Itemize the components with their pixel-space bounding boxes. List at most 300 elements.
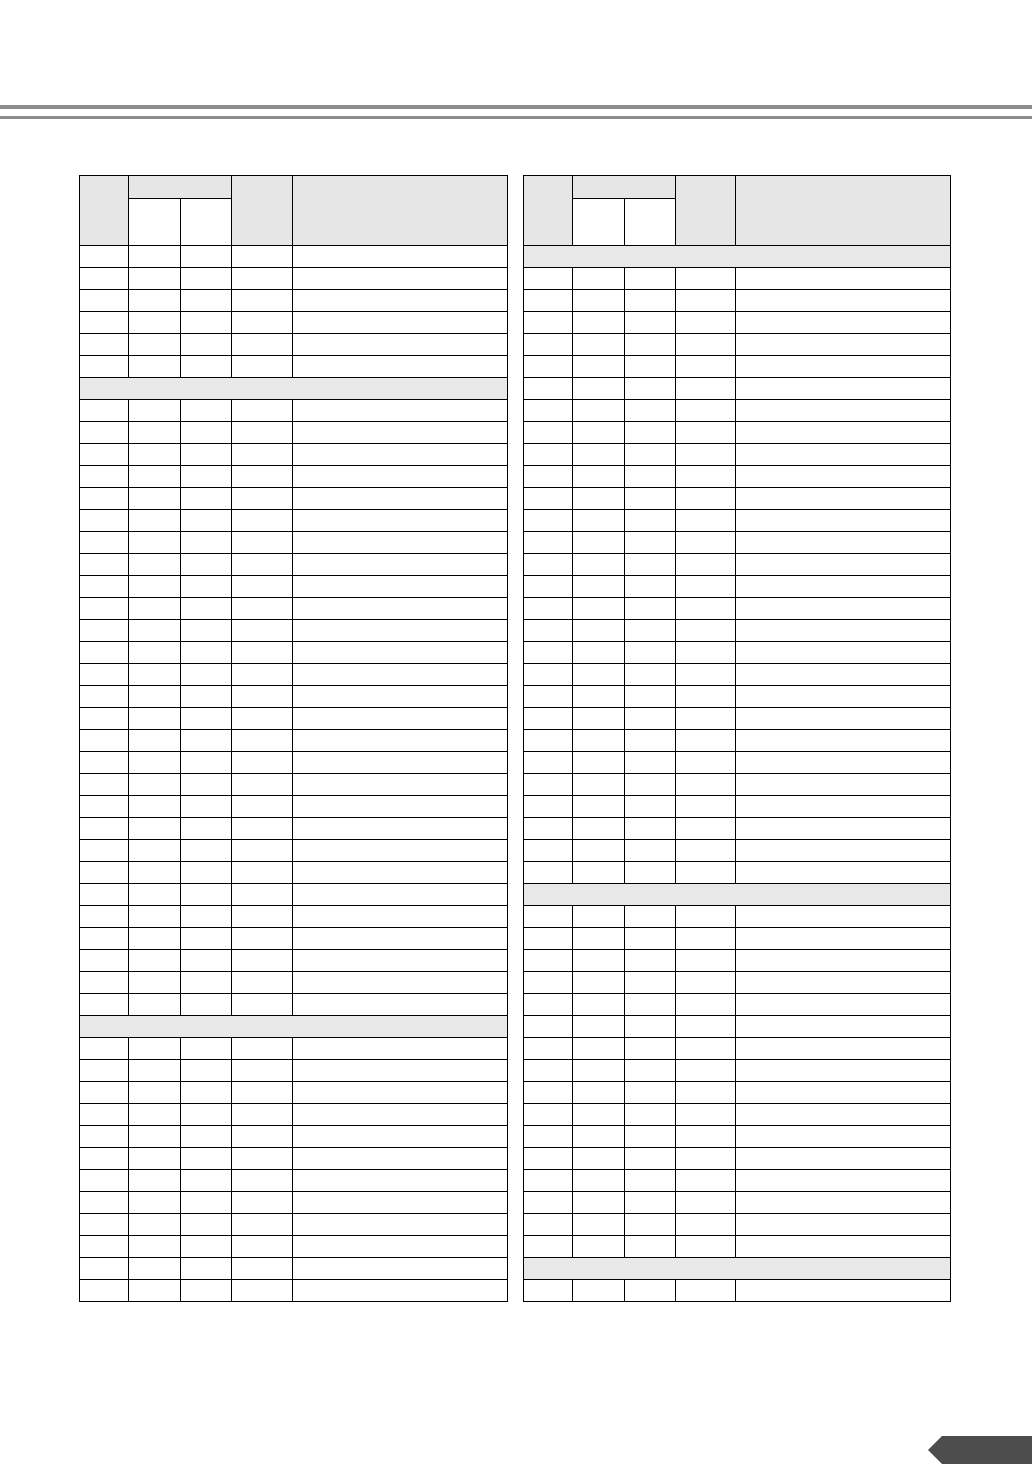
table-row [524,928,951,950]
table-cell [293,532,508,554]
table-cell [573,466,625,488]
table-cell [676,356,736,378]
table-cell [80,532,129,554]
table-cell [676,1038,736,1060]
table-cell [293,444,508,466]
table-cell [625,1192,676,1214]
header-cell-sub2 [181,199,232,246]
table-cell [573,664,625,686]
table-cell [129,796,181,818]
table-cell [625,1104,676,1126]
table-row [80,730,508,752]
section-cell [524,884,951,906]
header-cell-col1 [524,176,573,246]
table-cell [736,598,951,620]
header-cell-sub1 [129,199,181,246]
table-cell [181,400,232,422]
table-cell [676,752,736,774]
table-cell [181,752,232,774]
table-cell [293,1170,508,1192]
table-cell [625,1148,676,1170]
table-cell [573,598,625,620]
table-cell [676,1104,736,1126]
table-cell [232,1038,293,1060]
table-row [524,840,951,862]
table-row [524,312,951,334]
table-cell [293,884,508,906]
table-row [524,906,951,928]
table-cell [129,928,181,950]
table-cell [625,334,676,356]
table-row [80,246,508,268]
table-cell [181,554,232,576]
table-cell [181,1082,232,1104]
table-row [80,642,508,664]
table-cell [573,290,625,312]
table-cell [181,1258,232,1280]
table-row [80,1082,508,1104]
table-row [80,686,508,708]
table-cell [129,972,181,994]
table-cell [625,664,676,686]
table-cell [736,268,951,290]
table-cell [80,1236,129,1258]
section-row [80,1016,508,1038]
table-cell [625,576,676,598]
table-cell [736,796,951,818]
table-row [80,532,508,554]
table-cell [232,598,293,620]
header-cell-col5 [293,176,508,246]
table-cell [573,1038,625,1060]
table-cell [181,1038,232,1060]
table-cell [625,312,676,334]
table-row [80,1038,508,1060]
table-cell [293,1280,508,1302]
table-cell [736,664,951,686]
table-row [524,708,951,730]
table-cell [573,1082,625,1104]
table-cell [676,554,736,576]
table-cell [181,290,232,312]
table-cell [524,1038,573,1060]
header-cell-col4 [232,176,293,246]
table-cell [232,752,293,774]
table-cell [524,378,573,400]
table-cell [625,1236,676,1258]
table-cell [293,1126,508,1148]
page-number-tab [928,1436,1032,1464]
table-cell [129,532,181,554]
table-cell [625,378,676,400]
table-cell [676,1192,736,1214]
table-cell [676,642,736,664]
table-cell [573,972,625,994]
table-row [80,950,508,972]
table-cell [676,1060,736,1082]
table-cell [524,554,573,576]
table-row [80,906,508,928]
table-cell [676,1126,736,1148]
table-cell [129,1170,181,1192]
table-cell [80,1170,129,1192]
table-cell [293,840,508,862]
table-cell [524,1082,573,1104]
table-cell [80,576,129,598]
table-cell [181,312,232,334]
table-cell [232,928,293,950]
table-row [80,488,508,510]
table-cell [524,1104,573,1126]
table-cell [181,334,232,356]
table-cell [524,642,573,664]
table-cell [80,796,129,818]
table-cell [232,642,293,664]
table-cell [676,422,736,444]
table-cell [573,312,625,334]
table-cell [736,1214,951,1236]
table-cell [676,488,736,510]
table-cell [625,730,676,752]
table-cell [676,708,736,730]
table-cell [232,972,293,994]
table-row [80,774,508,796]
table-cell [736,1126,951,1148]
table-cell [129,774,181,796]
section-cell [80,1016,508,1038]
table-cell [181,708,232,730]
table-cell [573,686,625,708]
table-cell [573,796,625,818]
table-cell [736,642,951,664]
table-cell [573,1236,625,1258]
table-cell [129,422,181,444]
table-cell [736,444,951,466]
table-row [80,576,508,598]
table-cell [181,576,232,598]
table-row [524,1214,951,1236]
table-cell [232,444,293,466]
table-cell [676,796,736,818]
table-row [80,796,508,818]
table-cell [232,1082,293,1104]
table-cell [524,510,573,532]
table-cell [129,1280,181,1302]
table-cell [524,1192,573,1214]
table-cell [524,268,573,290]
table-cell [736,510,951,532]
table-cell [736,972,951,994]
table-cell [181,1060,232,1082]
table-row [80,994,508,1016]
table-cell [232,1170,293,1192]
table-cell [232,466,293,488]
table-row [80,1170,508,1192]
table-row [80,818,508,840]
table-cell [293,1258,508,1280]
table-cell [524,422,573,444]
table-cell [625,1016,676,1038]
table-row [80,972,508,994]
table-cell [524,774,573,796]
table-row [524,994,951,1016]
table-cell [676,664,736,686]
table-cell [676,334,736,356]
header-cell-col5 [736,176,951,246]
table-cell [676,268,736,290]
table-row [80,1126,508,1148]
table-cell [80,752,129,774]
table-cell [736,334,951,356]
table-cell [80,1082,129,1104]
table-cell [293,1192,508,1214]
table-cell [80,708,129,730]
table-cell [293,774,508,796]
table-cell [80,928,129,950]
table-header-row [524,176,951,199]
table-cell [625,862,676,884]
table-cell [573,444,625,466]
table-row [524,1192,951,1214]
table-cell [736,928,951,950]
table-row [524,1038,951,1060]
table-row [80,422,508,444]
table-cell [676,378,736,400]
table-cell [625,554,676,576]
table-cell [129,1060,181,1082]
table-cell [181,356,232,378]
table-row [524,290,951,312]
header-rule-thin [0,116,1032,119]
table-cell [676,1148,736,1170]
table-cell [232,906,293,928]
table-cell [524,1214,573,1236]
table-row [80,1060,508,1082]
table-cell [625,774,676,796]
section-row [80,378,508,400]
table-cell [736,1280,951,1302]
header-cell-sub2 [625,199,676,246]
table-cell [80,620,129,642]
table-row [524,422,951,444]
table-cell [625,488,676,510]
table-row [80,1192,508,1214]
table-cell [524,466,573,488]
table-cell [232,774,293,796]
table-cell [676,620,736,642]
table-cell [80,994,129,1016]
table-cell [181,994,232,1016]
table-cell [736,686,951,708]
table-cell [129,620,181,642]
table-cell [625,994,676,1016]
table-cell [80,334,129,356]
table-row [80,268,508,290]
section-row [524,1258,951,1280]
section-cell [524,1258,951,1280]
table-cell [232,708,293,730]
table-cell [625,356,676,378]
table-cell [232,1236,293,1258]
header-cell-sub1 [573,199,625,246]
table-cell [232,1214,293,1236]
table-row [524,598,951,620]
table-cell [129,466,181,488]
table-cell [80,664,129,686]
table-cell [80,444,129,466]
table-cell [80,642,129,664]
table-cell [232,1060,293,1082]
table-cell [80,1258,129,1280]
table-cell [676,1170,736,1192]
table-cell [625,268,676,290]
table-cell [232,862,293,884]
table-cell [181,1170,232,1192]
table-cell [129,1258,181,1280]
table-cell [293,708,508,730]
table-cell [625,708,676,730]
table-cell [181,1192,232,1214]
table-cell [676,972,736,994]
table-cell [129,488,181,510]
table-cell [676,1082,736,1104]
table-cell [181,268,232,290]
table-cell [293,510,508,532]
table-cell [625,906,676,928]
table-cell [736,422,951,444]
table-cell [524,1060,573,1082]
table-cell [181,972,232,994]
table-cell [293,642,508,664]
table-cell [293,1236,508,1258]
header-cell-col4 [676,176,736,246]
table-cell [625,1126,676,1148]
table-cell [293,752,508,774]
table-row [524,1148,951,1170]
table-cell [524,290,573,312]
table-cell [181,884,232,906]
table-cell [736,730,951,752]
table-cell [181,444,232,466]
table-cell [80,356,129,378]
table-cell [625,1038,676,1060]
table-cell [573,1192,625,1214]
table-cell [524,598,573,620]
table-row [524,1126,951,1148]
table-row [524,774,951,796]
table-row [524,1280,951,1302]
table-cell [129,554,181,576]
table-cell [573,576,625,598]
table-cell [80,1060,129,1082]
table-cell [736,488,951,510]
table-cell [573,1126,625,1148]
table-cell [232,818,293,840]
table-cell [524,972,573,994]
table-cell [625,818,676,840]
table-cell [676,444,736,466]
table-cell [80,950,129,972]
table-cell [736,1060,951,1082]
table-cell [524,576,573,598]
table-cell [181,532,232,554]
table-cell [129,906,181,928]
table-cell [676,928,736,950]
table-row [524,268,951,290]
table-cell [524,708,573,730]
table-cell [524,928,573,950]
table-cell [736,466,951,488]
table-row [524,686,951,708]
table-cell [676,1236,736,1258]
table-cell [625,928,676,950]
table-row [80,1236,508,1258]
table-cell [524,664,573,686]
table-cell [524,400,573,422]
table-row [80,1258,508,1280]
table-cell [736,312,951,334]
table-cell [181,1280,232,1302]
table-cell [524,730,573,752]
table-cell [293,664,508,686]
table-cell [80,268,129,290]
table-cell [293,576,508,598]
table-cell [293,1148,508,1170]
table-row [524,664,951,686]
table-cell [232,1280,293,1302]
table-cell [524,1170,573,1192]
table-cell [181,598,232,620]
table-cell [232,510,293,532]
table-row [80,334,508,356]
left-table [79,175,508,1302]
table-cell [736,532,951,554]
table-row [80,356,508,378]
table-row [80,840,508,862]
table-cell [573,906,625,928]
table-row [524,400,951,422]
table-cell [129,1104,181,1126]
table-cell [524,818,573,840]
table-cell [181,928,232,950]
table-cell [80,290,129,312]
table-cell [524,444,573,466]
table-row [524,444,951,466]
table-cell [524,686,573,708]
table-cell [676,840,736,862]
table-cell [573,356,625,378]
table-cell [129,1038,181,1060]
table-cell [129,268,181,290]
table-cell [232,620,293,642]
table-cell [573,752,625,774]
table-cell [129,686,181,708]
table-cell [736,620,951,642]
table-cell [736,774,951,796]
section-row [524,884,951,906]
table-cell [573,1148,625,1170]
table-cell [80,906,129,928]
table-cell [129,994,181,1016]
table-cell [129,752,181,774]
table-row [80,400,508,422]
table-cell [80,840,129,862]
table-cell [736,1038,951,1060]
table-header-row [80,176,508,199]
table-row [524,576,951,598]
table-cell [232,268,293,290]
table-cell [736,1236,951,1258]
